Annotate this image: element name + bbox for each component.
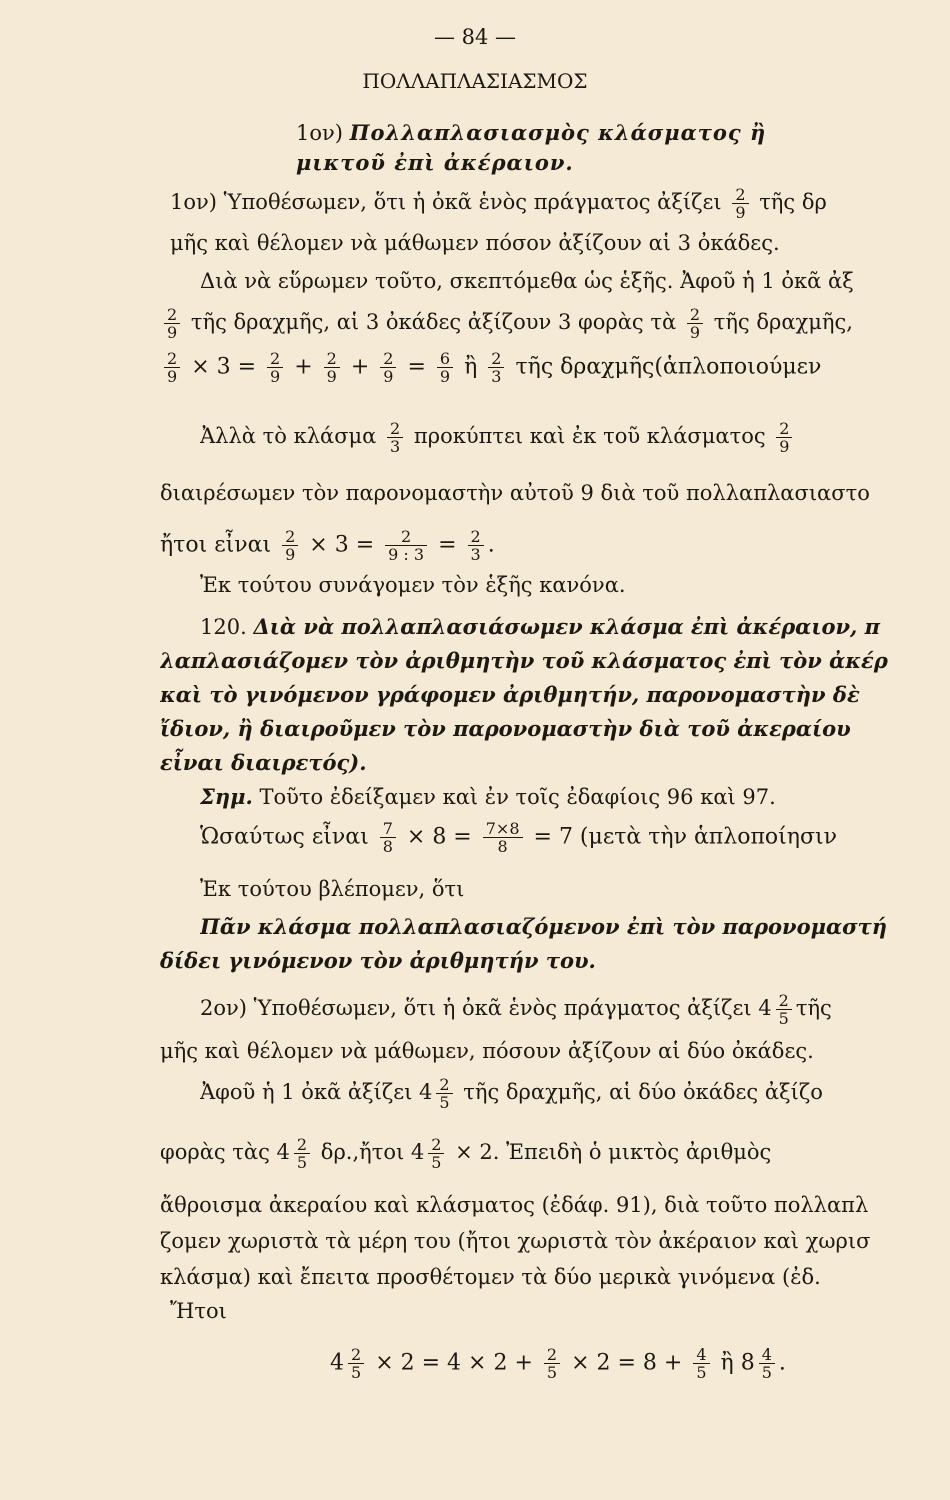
fraction: $\frac{2}{9}$ [687,306,703,341]
fraction: $\frac{2}{5}$ [436,1076,452,1111]
fraction: $\frac{2}{9}$ [732,186,748,221]
fraction: $\frac{2}{9}$ [164,350,180,385]
rule-number: 120. [200,615,247,639]
fraction: $\frac{2}{9}$ [164,306,180,341]
fraction: $\frac{4}{5}$ [759,1346,775,1381]
text-line-23: φορὰς τὰς 4 $\frac{2}{5}$ δρ.,ἤτοι 4 $\frac{2}{5}$ × 2. Ἐπειδὴ ὁ μικτὸς ἀριθμὸς [160,1136,772,1171]
rule-line-7: δίδει γινόμενον τὸν ἀριθμητήν του. [160,948,596,973]
subtitle-line-1 [296,118,950,148]
subtitle-line-2 [296,148,950,178]
text-line-9: Ἐκ τούτου συνάγομεν τὸν ἑξῆς κανόνα. [200,573,626,597]
fraction: $\frac{7\times 8}{8}$ [483,820,523,855]
text-line-4: $\frac{2}{9}$ τῆς δραχμῆς, αἱ 3 ὀκάδες ἀξίζουν 3 φορὰς τὰ $\frac{2}{9}$ τῆς δραχμῆς, [160,306,950,341]
equation-line-4: 4 $\frac{2}{5}$ × 2 = 4 × 2 + $\frac{2}{5}$ × 2 = 8 + $\frac{4}{5}$ ἢ 8 $\frac{4}{5}$ . [330,1346,786,1381]
equation-line-2: ἤτοι εἶναι $\frac{2}{9}$ × 3 = $\frac{2}{9 : 3}$ = $\frac{2}{3}$ . [160,528,495,563]
equation-line-3: Ὡσαύτως εἶναι $\frac{7}{8}$ × 8 = $\frac{7\times 8}{8}$ = 7 (μετὰ τὴν ἁπλοποίησιν [200,820,837,855]
rule-line-1: 120. Διὰ νὰ πολλαπλασιάσωμεν κλάσμα ἐπὶ ἀκέραιον, π [200,614,881,639]
fraction: $\frac{2}{5}$ [776,992,792,1027]
equation-line-1: $\frac{2}{9}$ × 3 = $\frac{2}{9}$ + $\frac{2}{9}$ + $\frac{2}{9}$ = $\frac{6}{9}$ ἢ $\frac{2}{3}$ τῆς δραχμῆς(ἁπλοποιούμεν [160,350,950,385]
rule-line-4: ἴδιον, ἢ διαιροῦμεν τὸν παρονομαστὴν διὰ τοῦ ἀκεραίου [160,716,851,741]
subtitle-text-2: μικτοῦ ἐπὶ ἀκέραιον. [296,150,574,175]
subtitle-text-1: Πολλαπλασιασμὸς κλάσματος ἢ [349,120,767,145]
subtitle-prefix: 1ον) [296,121,343,145]
rule-line-3: καὶ τὸ γινόμενον γράφομεν ἀριθμητήν, παρονομαστὴν δὲ [160,682,860,707]
fraction: $\frac{2}{9}$ [324,350,340,385]
section-title: ΠΟΛΛΑΠΛΑΣΙΑΣΜΟΣ [362,69,588,93]
text-line-1: 1ον) Ὑποθέσωμεν, ὅτι ἡ ὀκᾶ ἑνὸς πράγματος ἀξίζει $\frac{2}{9}$ τῆς δρ [170,186,827,221]
text-line-21: μῆς καὶ θέλομεν νὰ μάθωμεν, πόσουν ἀξίζουν αἱ δύο ὀκάδες. [160,1039,814,1063]
text-line-25: ζομεν χωριστὰ τὰ μέρη του (ἤτοι χωριστὰ τὸν ἀκέραιον καὶ χωρισ [160,1229,871,1253]
rule-line-5: εἶναι διαιρετός). [160,750,367,775]
fraction: $\frac{2}{3}$ [468,528,484,563]
fraction: $\frac{2}{5}$ [348,1346,364,1381]
text-line-3: Διὰ νὰ εὕρωμεν τοῦτο, σκεπτόμεθα ὡς ἑξῆς. Ἀφοῦ ἡ 1 ὀκᾶ ἀξ [200,269,854,293]
fraction: $\frac{2}{9}$ [282,528,298,563]
fraction: $\frac{2}{5}$ [294,1136,310,1171]
fraction: $\frac{4}{5}$ [693,1346,709,1381]
note-line: Σημ. Τοῦτο ἐδείξαμεν καὶ ἐν τοῖς ἐδαφίοις 96 καὶ 97. [200,784,776,809]
text-line-22: Ἀφοῦ ἡ 1 ὀκᾶ ἀξίζει 4 $\frac{2}{5}$ τῆς δραχμῆς, αἱ δύο ὀκάδες ἀξίζο [200,1076,823,1111]
text-line-27: Ἤτοι [170,1299,227,1323]
fraction: $\frac{2}{3}$ [488,350,504,385]
fraction: $\frac{2}{9}$ [380,350,396,385]
page-number: — 84 — [433,25,517,49]
text-line-20: 2ον) Ὑποθέσωμεν, ὅτι ἡ ὀκᾶ ἑνὸς πράγματος ἀξίζει 4 $\frac{2}{5}$ τῆς [200,992,832,1027]
text-line-7: διαιρέσωμεν τὸν παρονομαστὴν αὐτοῦ 9 διὰ τοῦ πολλαπλασιαστο [160,481,870,505]
rule-line-2: λαπλασιάζομεν τὸν ἀριθμητὴν τοῦ κλάσματος ἐπὶ τὸν ἀκέρ [160,648,888,673]
fraction: $\frac{2}{9}$ [776,420,792,455]
fraction: $\frac{6}{9}$ [437,350,453,385]
note-label: Σημ. [200,784,253,809]
text-line-17: Ἐκ τούτου βλέπομεν, ὅτι [200,877,465,901]
fraction: $\frac{2}{9}$ [267,350,283,385]
rule-line-6: Πᾶν κλάσμα πολλαπλασιαζόμενον ἐπὶ τὸν παρονομαστή [200,914,888,939]
fraction: $\frac{2}{3}$ [387,420,403,455]
fraction: $\frac{2}{5}$ [428,1136,444,1171]
text-line-24: ἄθροισμα ἀκεραίου καὶ κλάσματος (ἐδάφ. 91), διὰ τοῦτο πολλαπλ [160,1193,869,1217]
text-line-26: κλάσμα) καὶ ἔπειτα προσθέτομεν τὰ δύο μερικὰ γινόμενα (ἐδ. [160,1265,821,1289]
text-line-6: Ἀλλὰ τὸ κλάσμα $\frac{2}{3}$ προκύπτει καὶ ἐκ τοῦ κλάσματος $\frac{2}{9}$ [200,420,950,455]
text-line-2: μῆς καὶ θέλομεν νὰ μάθωμεν πόσον ἀξίζουν αἱ 3 ὀκάδες. [170,231,780,255]
fraction: $\frac{2}{9 : 3}$ [385,528,427,563]
fraction: $\frac{7}{8}$ [380,820,396,855]
fraction: $\frac{2}{5}$ [544,1346,560,1381]
